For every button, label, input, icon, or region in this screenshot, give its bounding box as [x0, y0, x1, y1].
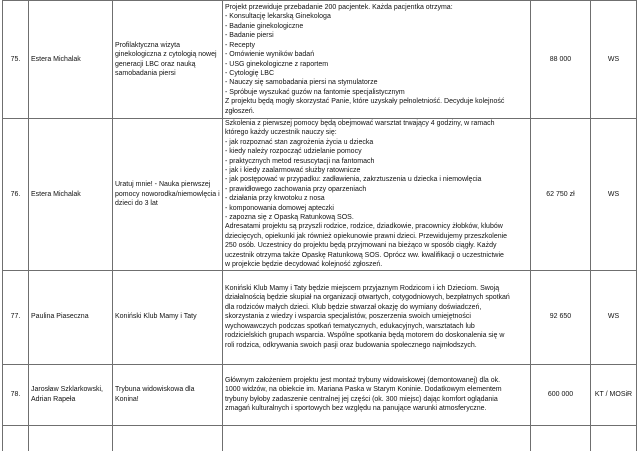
row-number: 78.: [3, 364, 29, 425]
description-line: - Badanie ginekologiczne: [225, 22, 304, 30]
table-row: [3, 270, 637, 364]
description-line: - praktycznych metod resuscytacji na fantomach: [225, 157, 375, 165]
empty-cell: [591, 425, 637, 451]
description-line: zgłoszeń.: [225, 107, 255, 115]
author-name: Estera Michalak: [29, 1, 113, 119]
description-line: Koniński Klub Mamy i Taty będzie miejscem przyjaznym Rodzicom i ich Dzieciom. Swoją: [225, 285, 500, 293]
description-line: Głównym założeniem projektu jest montaż trybuny widowiskowej (demontowanej) dla ok.: [225, 376, 501, 384]
responsible-unit: KT / MOSiR: [591, 364, 637, 425]
description-line: - Nauczy się samobadania piersi na stymulatorze: [225, 79, 378, 87]
project-amount: 92 650: [531, 270, 591, 364]
projects-table: [2, 0, 637, 451]
projects-table-body: [3, 1, 637, 451]
description-line: - USG ginekologiczne z raportem: [225, 60, 329, 68]
empty-cell: [3, 425, 29, 451]
description-line: - jak rozpoznać stan zagrożenia życia u dziecka: [225, 138, 374, 146]
description-line: rodzicielskich grupach wsparcia. Wspólne spotkania będą motorem do doskonalenia się w: [225, 332, 505, 340]
project-description: [223, 119, 531, 271]
description-line: - jak postępować w przypadku: zadławienia, zakrztuszenia u dziecka i niemowlęcia: [225, 176, 482, 184]
description-line: 1000 widzów, na obiekcie im. Mariana Paska w Starym Koninie. Dodatkowym elementem: [225, 386, 502, 394]
description-line: Projekt przewiduje przebadanie 200 pacjentek. Każda pacjentka otrzyma:: [225, 4, 453, 12]
description-line: - działania przy krwotoku z nosa: [225, 195, 325, 203]
description-line: Adresatami projektu są przyszli rodzice, rodzice, dziadkowie, pracownicy żłobków, klubów: [225, 223, 503, 231]
row-number: 77.: [3, 270, 29, 364]
description-line: którego każdy uczestnik nauczy się:: [225, 129, 337, 137]
author-name: Jarosław Szklarkowski, Adrian Rapeła: [29, 364, 113, 425]
project-description: [223, 364, 531, 425]
project-title: Koniński Klub Mamy i Taty: [113, 270, 223, 364]
author-name: Paulina Piaseczna: [29, 270, 113, 364]
description-line: Szkolenia z pierwszej pomocy będą obejmować warsztat trwający 4 godziny, w ramach: [225, 120, 495, 127]
description-line: działalnością będzie skupiał na organizacji otwartych, cotygodniowych, bezpłatnych spotkań: [225, 294, 510, 302]
description-line: 250 osób. Uczestnicy do projektu będą przyjmowani na bieżąco w sposób ciągły. Każdy: [225, 242, 497, 250]
description-line: - Recepty: [225, 41, 255, 49]
table-row: [3, 1, 637, 119]
project-description: [223, 270, 531, 364]
description-line: - Spróbuje wyszukać guzów na fantomie specjalistycznym: [225, 88, 405, 96]
description-line: w projekcie będzie decydować kolejność zgłoszeń.: [225, 261, 383, 269]
description-line: - Cytologię LBC: [225, 69, 275, 77]
empty-cell: [531, 425, 591, 451]
description-line: - komponowania domowej apteczki: [225, 204, 334, 212]
table-row-empty: [3, 425, 637, 451]
empty-cell: [223, 425, 531, 451]
description-line: roli rodzica, odkrywania swoich pasji oraz budowania społecznego najmłodszych.: [225, 341, 477, 349]
author-name: Estera Michalak: [29, 119, 113, 271]
project-description: [223, 1, 531, 119]
empty-cell: [113, 425, 223, 451]
description-line: - Badanie piersi: [225, 32, 274, 40]
project-amount: 88 000: [531, 1, 591, 119]
description-line: dla rodziców małych dzieci. Klub będzie stwarzał okazję do wymiany doświadczeń,: [225, 303, 482, 311]
description-line: dziecięcych, opiekunki jak również opiekunowie prawni dzieci. Przewidujemy przeszkolenie: [225, 232, 508, 240]
row-number: 75.: [3, 1, 29, 119]
description-line: Z projektu będą mogły skorzystać Panie, które uzyskały pełnoletniość. Decyduje kolejność: [225, 98, 505, 106]
description-line: - Konsultację lekarską Ginekologa: [225, 13, 331, 21]
description-line: - Omówienie wyników badań: [225, 51, 315, 59]
project-title: Trybuna widowiskowa dla Konina!: [113, 364, 223, 425]
project-amount: 62 750 zł: [531, 119, 591, 271]
description-line: uczestnik otrzyma także Opaskę Ratunkową SOS. Oprócz ww. kwalifikacji o uczestnictwie: [225, 251, 504, 259]
empty-cell: [29, 425, 113, 451]
responsible-unit: WS: [591, 270, 637, 364]
row-number: 76.: [3, 119, 29, 271]
description-line: skorzystania z wiedzy i wsparcia specjalistów, poszerzenia swoich umiejętności: [225, 313, 471, 321]
description-line: wychowawczych podczas spotkań tematycznych, edukacyjnych, warsztatach lub: [225, 322, 475, 330]
description-line: - zapozna się z Opaską Ratunkową SOS.: [225, 214, 354, 222]
project-title: Profilaktyczna wizyta ginekologiczna z cytologią nowej generacji LBC oraz nauką samobadania piersi: [113, 1, 223, 119]
description-line: - kiedy należy rozpocząć udzielanie pomocy: [225, 148, 362, 156]
project-amount: 600 000: [531, 364, 591, 425]
responsible-unit: WS: [591, 119, 637, 271]
description-line: zmagań kulturalnych i sportowych bez względu na panujące warunki atmosferyczne.: [225, 404, 487, 412]
table-row: [3, 119, 637, 271]
description-line: - prawidłowego zachowania przy oparzeniach: [225, 185, 367, 193]
description-line: trybuny byłoby zadaszenie centralnej jej części (ok. 300 miejsc) dając komfort oglądania: [225, 395, 498, 403]
responsible-unit: WS: [591, 1, 637, 119]
table-row: [3, 364, 637, 425]
description-line: - jak i kiedy zaalarmować służby ratownicze: [225, 167, 361, 175]
project-title: Uratuj mnie! - Nauka pierwszej pomocy noworodka/niemowlęcia i dzieci do 3 lat: [113, 119, 223, 271]
